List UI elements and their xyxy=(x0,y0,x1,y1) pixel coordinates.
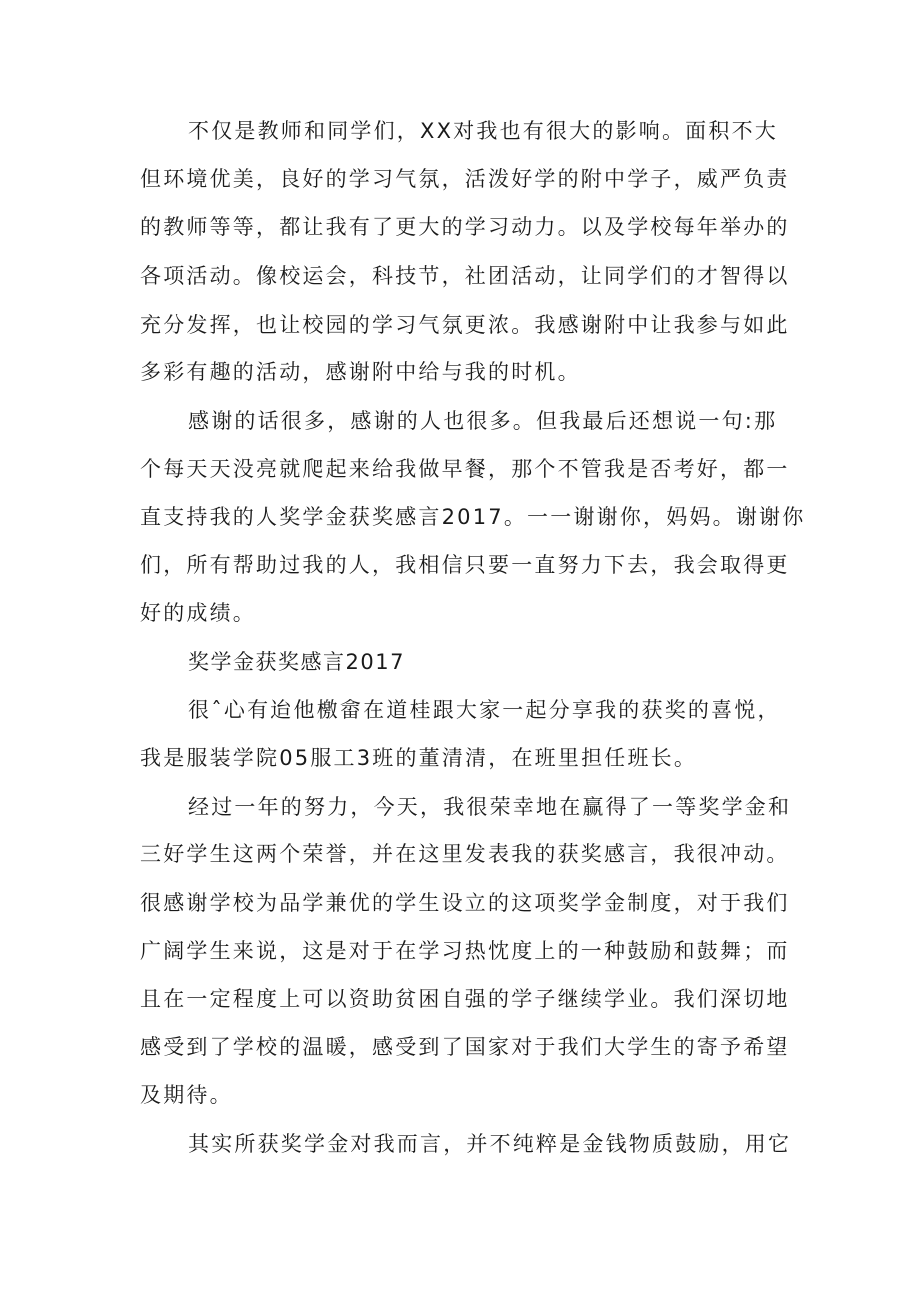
paragraph-line: 且在一定程度上可以资助贫困自强的学子继续学业。我们深切地 xyxy=(140,987,790,1011)
paragraph-line: 感受到了学校的温暖，感受到了国家对于我们大学生的寄予希望 xyxy=(140,1035,790,1059)
paragraph-line: 其实所获奖学金对我而言，并不纯粹是金钱物质鼓励，用它 xyxy=(188,1132,792,1156)
paragraph-line: 们，所有帮助过我的人，我相信只要一直努力下去，我会取得更 xyxy=(140,553,790,577)
paragraph-line: 多彩有趣的活动，感谢附中给与我的时机。 xyxy=(140,360,581,384)
paragraph-line: 广阔学生来说，这是对于在学习热忱度上的一种鼓励和鼓舞；而 xyxy=(140,939,790,963)
paragraph-line: 我是服装学院05服工3班的董清清，在班里担任班长。 xyxy=(140,746,698,770)
section-heading: 奖学金获奖感言2017 xyxy=(188,650,405,674)
paragraph-line: 个每天天没亮就爬起来给我做早餐，那个不管我是否考好，都一 xyxy=(140,457,790,481)
paragraph-line: 及期待。 xyxy=(140,1083,233,1107)
paragraph-line: 充分发挥，也让校园的学习气氛更浓。我感谢附中让我参与如此 xyxy=(140,313,790,337)
paragraph-line: 的教师等等，都让我有了更大的学习动力。以及学校每年举办的 xyxy=(140,215,790,239)
paragraph-line: 不仅是教师和同学们，XX对我也有很大的影响。面积不大 xyxy=(188,119,778,143)
paragraph-line: 各项活动。像校运会，科技节，社团活动，让同学们的才智得以 xyxy=(140,264,790,288)
paragraph-line: 但环境优美，良好的学习气氛，活泼好学的附中学子，威严负责 xyxy=(140,167,790,191)
paragraph-line: 很感谢学校为品学兼优的学生设立的这项奖学金制度，对于我们 xyxy=(140,891,790,915)
paragraph-line: 很ˆ心有迨他檄畲在道桂跟大家一起分享我的获奖的喜悦， xyxy=(188,698,781,722)
paragraph-line: 经过一年的努力，今天，我很荣幸地在赢得了一等奖学金和 xyxy=(188,795,792,819)
paragraph-line: 感谢的话很多，感谢的人也很多。但我最后还想说一句:那 xyxy=(188,409,778,433)
paragraph-line: 三好学生这两个荣誉，并在这里发表我的获奖感言，我很冲动。 xyxy=(140,842,790,866)
paragraph-line: 好的成绩。 xyxy=(140,601,256,625)
paragraph-line: 直支持我的人奖学金获奖感言2017。一一谢谢你，妈妈。谢谢你 xyxy=(140,505,806,529)
